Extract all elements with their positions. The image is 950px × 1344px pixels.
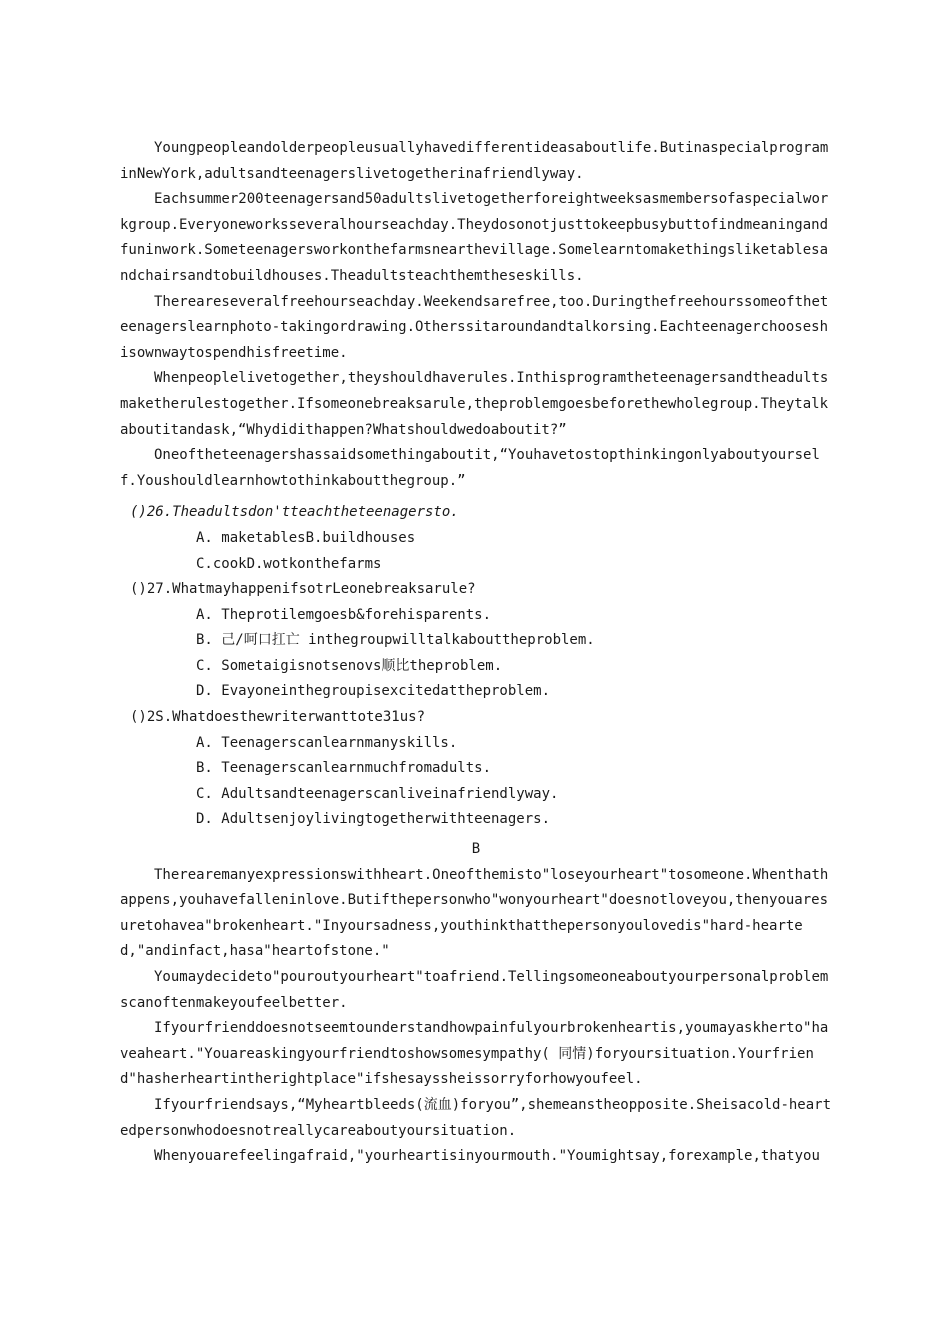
question-26-option: A. maketablesB.buildhouses bbox=[196, 529, 416, 546]
question-27-option: C. Sometaigisnotsenovs顺比theproblem. bbox=[196, 657, 503, 674]
passage-a-paragraph: Eachsummer200teenagersand50adultslivetogetherforeightweeksasmembersofaspecialworkgroup.Everyoneworksseveralhourseachday.Theydosonotjusttokeepbusybuttofindmeaningandfuninwork.Someteenagersworkonthefarmsnearthevillage.Somelearntomakethingsliketablesandchairsandtobuildhouses.Theadultsteachthemtheseskills. bbox=[120, 191, 829, 284]
question-26-option: C.cookD.wotkonthefarms bbox=[196, 555, 382, 572]
section-b-heading: B bbox=[471, 841, 481, 858]
document-body bbox=[120, 136, 832, 1170]
question-28-stem: ()2S.Whatdoesthewriterwanttote31us? bbox=[130, 709, 426, 726]
question-27-stem: ()27.WhatmayhappenifsotrLeonebreaksarule? bbox=[130, 581, 476, 598]
passage-b-paragraph: Ifyourfriendsays,“Myheartbleeds(流血)foryou”,shemeanstheopposite.Sheisacold-heartedpersonwhodoesnotreallycareaboutyoursituation. bbox=[120, 1096, 832, 1139]
passage-b-paragraph: Therearemanyexpressionswithheart.Oneofthemisto"loseyourheart"tosomeone.Whenthathappens,youhavefalleninlove.Butifthepersonwho"wonyourheart"doesnotloveyou,thenyouaresuretohavea"brokenheart."Inyoursadness,youthinkthatthepersonyoulovedis"hard-hearted,"andinfact,hasa"heartofstone." bbox=[120, 866, 829, 960]
passage-b-paragraph: Youmaydecideto"pouroutyourheart"toafriend.Tellingsomeoneaboutyourpersonalproblemscanoftenmakeyoufeelbetter. bbox=[120, 969, 829, 1011]
passage-b-paragraph: Ifyourfrienddoesnotseemtounderstandhowpainfulyourbrokenheartis,youmayaskherto"haveaheart."Youareaskingyourfriendtoshowsomesympathy( 同情)foryoursituation.Yourfriend"hasherheartintherightplace"ifshesayssheissorryforhowyoufeel. bbox=[120, 1020, 829, 1088]
question-27-option: D. Evayoneinthegroupisexcitedattheproblem. bbox=[196, 683, 551, 700]
passage-a-paragraph: Whenpeoplelivetogether,theyshouldhaverules.Inthisprogramtheteenagersandtheadultsmaketherulestogether.Ifsomeonebreaksarule,theproblemgoesbeforethewholegroup.Theytalkaboutitandask,“Whydidithappen?Whatshouldwedoaboutit?” bbox=[120, 370, 829, 438]
question-28-option: C. Adultsandteenagerscanliveinafriendlyway. bbox=[196, 785, 559, 802]
question-27-option: A. Theprotilemgoesb&forehisparents. bbox=[196, 606, 492, 623]
question-28-option: D. Adultsenjoylivingtogetherwithteenagers. bbox=[196, 811, 551, 828]
question-28-option: A. Teenagerscanlearnmanyskills. bbox=[196, 734, 458, 751]
passage-b-paragraph: Whenyouarefeelingafraid,"yourheartisinyourmouth."Youmightsay,forexample,thatyou bbox=[154, 1148, 820, 1165]
passage-a-paragraph: Thereareseveralfreehourseachday.Weekendsarefree,too.Duringthefreehourssomeoftheteenagerslearnphoto-takingordrawing.Otherssitaroundandtalkorsing.Eachteenagerchooseshisownwaytospendhisfreetime. bbox=[120, 293, 829, 361]
question-28-option: B. Teenagerscanlearnmuchfromadults. bbox=[196, 760, 492, 777]
passage-a-paragraph: Oneoftheteenagershassaidsomethingaboutit,“Youhavetostopthinkingonlyaboutyourself.Youshouldlearnhowtothinkaboutthegroup.” bbox=[120, 447, 820, 489]
question-27-option: B. 己/呵口扛亡 inthegroupwilltalkabouttheproblem. bbox=[196, 632, 595, 649]
passage-a-paragraph: Youngpeopleandolderpeopleusuallyhavedifferentideasaboutlife.ButinaspecialprograminNewYork,adultsandteenagerslivetogetherinafriendlyway. bbox=[120, 140, 829, 182]
question-26-stem: ()26.Theadultsdon'tteachtheteenagersto. bbox=[130, 504, 459, 521]
